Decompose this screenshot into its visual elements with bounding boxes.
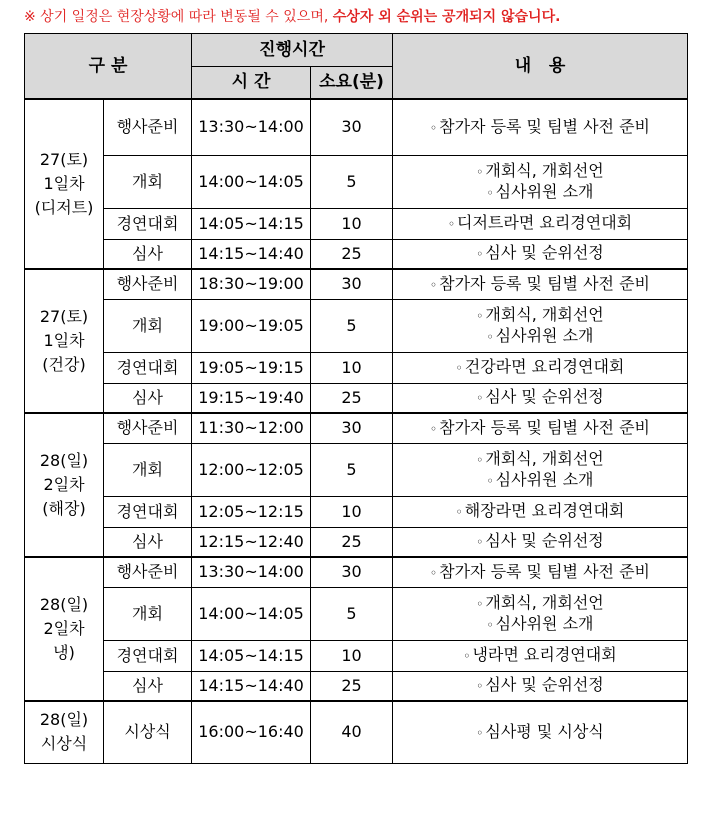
schedule-notice (24, 6, 560, 26)
duration-cell: 10 (311, 496, 393, 527)
content-text: 디저트라면 요리경연대회 (457, 213, 633, 232)
content-text: 개회식, 개회선언 (485, 592, 604, 612)
time-cell: 19:05~19:15 (192, 352, 311, 383)
item-cell: 심사 (104, 239, 192, 269)
content-line (393, 449, 687, 470)
content-line (393, 357, 687, 378)
time-cell: 14:15~14:40 (192, 671, 311, 701)
duration-cell: 5 (311, 443, 393, 496)
item-cell: 행사준비 (104, 557, 192, 588)
group-label (25, 413, 104, 557)
schedule-row (25, 443, 688, 496)
bullet-icon: ◦ (486, 185, 494, 200)
time-cell: 16:00~16:40 (192, 701, 311, 764)
header-duration: 소요(분) (311, 67, 393, 99)
item-cell: 심사 (104, 527, 192, 557)
item-cell: 심사 (104, 671, 192, 701)
item-cell: 경연대회 (104, 496, 192, 527)
schedule-row (25, 496, 688, 527)
group-label-line: 27(토) (39, 306, 89, 326)
content-line (393, 305, 687, 326)
duration-cell: 30 (311, 99, 393, 156)
content-text: 참가자 등록 및 팀별 사전 준비 (439, 561, 651, 581)
bullet-icon: ◦ (476, 247, 484, 261)
schedule-row (25, 671, 688, 701)
item-cell: 개회 (104, 587, 192, 640)
content-text: 심사 및 순위선정 (485, 531, 604, 550)
content-text: 심사평 및 시상식 (485, 721, 604, 741)
duration-cell: 25 (311, 671, 393, 701)
schedule-table (24, 33, 688, 764)
item-cell: 행사준비 (104, 413, 192, 444)
content-line (393, 531, 687, 552)
header-time-group: 진행시간 (192, 34, 393, 67)
item-cell: 개회 (104, 443, 192, 496)
group-label-line: 28(일) (39, 710, 89, 729)
bullet-icon: ◦ (486, 617, 494, 632)
group-label (25, 99, 104, 269)
duration-cell: 10 (311, 640, 393, 671)
time-cell: 14:05~14:15 (192, 640, 311, 671)
bullet-icon: ◦ (455, 361, 463, 375)
content-line (393, 645, 687, 666)
bullet-icon: ◦ (455, 505, 463, 519)
group-label-line: 시상식 (40, 734, 88, 753)
schedule-row (25, 299, 688, 352)
content-text: 심사 및 순위선정 (485, 675, 604, 694)
group-label-line: (건강) (42, 354, 86, 374)
bullet-icon: ◦ (476, 452, 484, 467)
group-label (25, 701, 104, 764)
time-cell: 13:30~14:00 (192, 99, 311, 156)
schedule-row (25, 527, 688, 557)
content-cell (393, 587, 688, 640)
content-text: 심사위원 소개 (495, 325, 594, 345)
time-cell: 12:05~12:15 (192, 496, 311, 527)
duration-cell: 30 (311, 557, 393, 588)
schedule-row (25, 208, 688, 239)
bullet-icon: ◦ (447, 217, 456, 231)
content-cell (393, 640, 688, 671)
content-text: 개회식, 개회선언 (485, 160, 604, 180)
bullet-icon: ◦ (430, 565, 438, 580)
content-text: 심사위원 소개 (495, 613, 594, 633)
schedule-body (25, 99, 688, 764)
header-content: 내 용 (393, 34, 688, 99)
content-text: 심사 및 순위선정 (485, 243, 604, 262)
duration-cell: 10 (311, 352, 393, 383)
schedule-row (25, 269, 688, 300)
time-cell: 14:00~14:05 (192, 587, 311, 640)
item-cell: 경연대회 (104, 352, 192, 383)
content-cell (393, 443, 688, 496)
item-cell: 행사준비 (104, 269, 192, 300)
item-cell: 경연대회 (104, 640, 192, 671)
duration-cell: 5 (311, 587, 393, 640)
time-cell: 11:30~12:00 (192, 413, 311, 444)
content-line (393, 675, 687, 696)
content-line (393, 326, 687, 347)
time-cell: 13:30~14:00 (192, 557, 311, 588)
bullet-icon: ◦ (430, 277, 438, 292)
group-label-line: 1일차 (43, 173, 85, 193)
bullet-icon: ◦ (476, 164, 484, 179)
bullet-icon: ◦ (476, 679, 484, 693)
duration-cell: 25 (311, 527, 393, 557)
time-cell: 18:30~19:00 (192, 269, 311, 300)
duration-cell: 5 (311, 155, 393, 208)
bullet-icon: ◦ (430, 421, 438, 436)
time-cell: 12:15~12:40 (192, 527, 311, 557)
group-label-line: 2일차 (43, 474, 85, 494)
group-label-line: 1일차 (43, 330, 85, 350)
notice-emphasis: 수상자 외 순위는 공개되지 않습니다. (332, 9, 561, 25)
duration-cell: 30 (311, 269, 393, 300)
content-line (393, 501, 687, 522)
bullet-icon: ◦ (476, 391, 484, 405)
content-text: 건강라면 요리경연대회 (464, 357, 625, 376)
bullet-icon: ◦ (463, 649, 471, 663)
schedule-row (25, 383, 688, 413)
content-line (393, 161, 687, 182)
group-label-line: (디저트) (34, 197, 94, 217)
content-line (393, 470, 687, 491)
time-cell: 19:00~19:05 (192, 299, 311, 352)
content-line (393, 562, 687, 583)
schedule-row (25, 413, 688, 444)
item-cell: 시상식 (104, 701, 192, 764)
content-line (393, 213, 687, 234)
time-cell: 14:00~14:05 (192, 155, 311, 208)
group-label-line: 28(일) (39, 450, 89, 470)
bullet-icon: ◦ (486, 329, 494, 344)
content-text: 해장라면 요리경연대회 (464, 501, 625, 520)
content-cell (393, 208, 688, 239)
time-cell: 12:00~12:05 (192, 443, 311, 496)
content-cell (393, 413, 688, 444)
schedule-row (25, 557, 688, 588)
content-text: 심사 및 순위선정 (485, 387, 604, 406)
time-cell: 14:15~14:40 (192, 239, 311, 269)
content-line (393, 182, 687, 203)
content-cell (393, 557, 688, 588)
time-cell: 19:15~19:40 (192, 383, 311, 413)
group-label-line: 27(토) (39, 149, 89, 169)
bullet-icon: ◦ (476, 308, 484, 323)
schedule-row (25, 352, 688, 383)
duration-cell: 25 (311, 239, 393, 269)
content-text: 개회식, 개회선언 (485, 448, 604, 468)
content-cell (393, 239, 688, 269)
content-cell (393, 701, 688, 764)
content-line (393, 593, 687, 614)
content-cell (393, 269, 688, 300)
content-cell (393, 496, 688, 527)
item-cell: 행사준비 (104, 99, 192, 156)
content-cell (393, 352, 688, 383)
content-cell (393, 99, 688, 156)
content-cell (393, 671, 688, 701)
group-label-line: 28(일) (39, 594, 89, 614)
schedule-row (25, 701, 688, 764)
group-label-line: (해장) (42, 498, 86, 518)
bullet-icon: ◦ (476, 596, 484, 611)
content-text: 심사위원 소개 (495, 469, 594, 489)
duration-cell: 40 (311, 701, 393, 764)
duration-cell: 30 (311, 413, 393, 444)
content-text: 개회식, 개회선언 (485, 304, 604, 324)
content-text: 참가자 등록 및 팀별 사전 준비 (439, 417, 651, 437)
bullet-icon: ◦ (476, 535, 484, 549)
content-line (393, 387, 687, 408)
bullet-icon: ◦ (430, 120, 438, 135)
schedule-row (25, 640, 688, 671)
content-line (393, 243, 687, 264)
header-time: 시 간 (192, 67, 311, 99)
content-text: 냉라면 요리경연대회 (472, 645, 617, 664)
bullet-icon: ◦ (486, 473, 494, 488)
group-label (25, 557, 104, 701)
header-category: 구 분 (25, 34, 192, 99)
duration-cell: 10 (311, 208, 393, 239)
duration-cell: 25 (311, 383, 393, 413)
content-cell (393, 299, 688, 352)
group-label-line: 2일차 (43, 618, 85, 638)
content-line (393, 117, 687, 138)
schedule-row (25, 239, 688, 269)
content-text: 심사위원 소개 (495, 181, 594, 201)
content-cell (393, 527, 688, 557)
content-line (393, 418, 687, 439)
item-cell: 심사 (104, 383, 192, 413)
schedule-row (25, 155, 688, 208)
time-cell: 14:05~14:15 (192, 208, 311, 239)
bullet-icon: ◦ (476, 725, 484, 740)
item-cell: 개회 (104, 299, 192, 352)
content-text: 참가자 등록 및 팀별 사전 준비 (439, 273, 651, 293)
content-cell (393, 383, 688, 413)
content-cell (393, 155, 688, 208)
schedule-row (25, 587, 688, 640)
item-cell: 경연대회 (104, 208, 192, 239)
group-label-line: 냉) (53, 642, 75, 662)
group-label (25, 269, 104, 413)
content-line (393, 274, 687, 295)
duration-cell: 5 (311, 299, 393, 352)
schedule-row (25, 99, 688, 156)
notice-text: ※ 상기 일정은 현장상황에 따라 변동될 수 있으며, (24, 9, 333, 25)
item-cell: 개회 (104, 155, 192, 208)
content-line (393, 722, 687, 743)
content-line (393, 614, 687, 635)
content-text: 참가자 등록 및 팀별 사전 준비 (439, 116, 651, 136)
